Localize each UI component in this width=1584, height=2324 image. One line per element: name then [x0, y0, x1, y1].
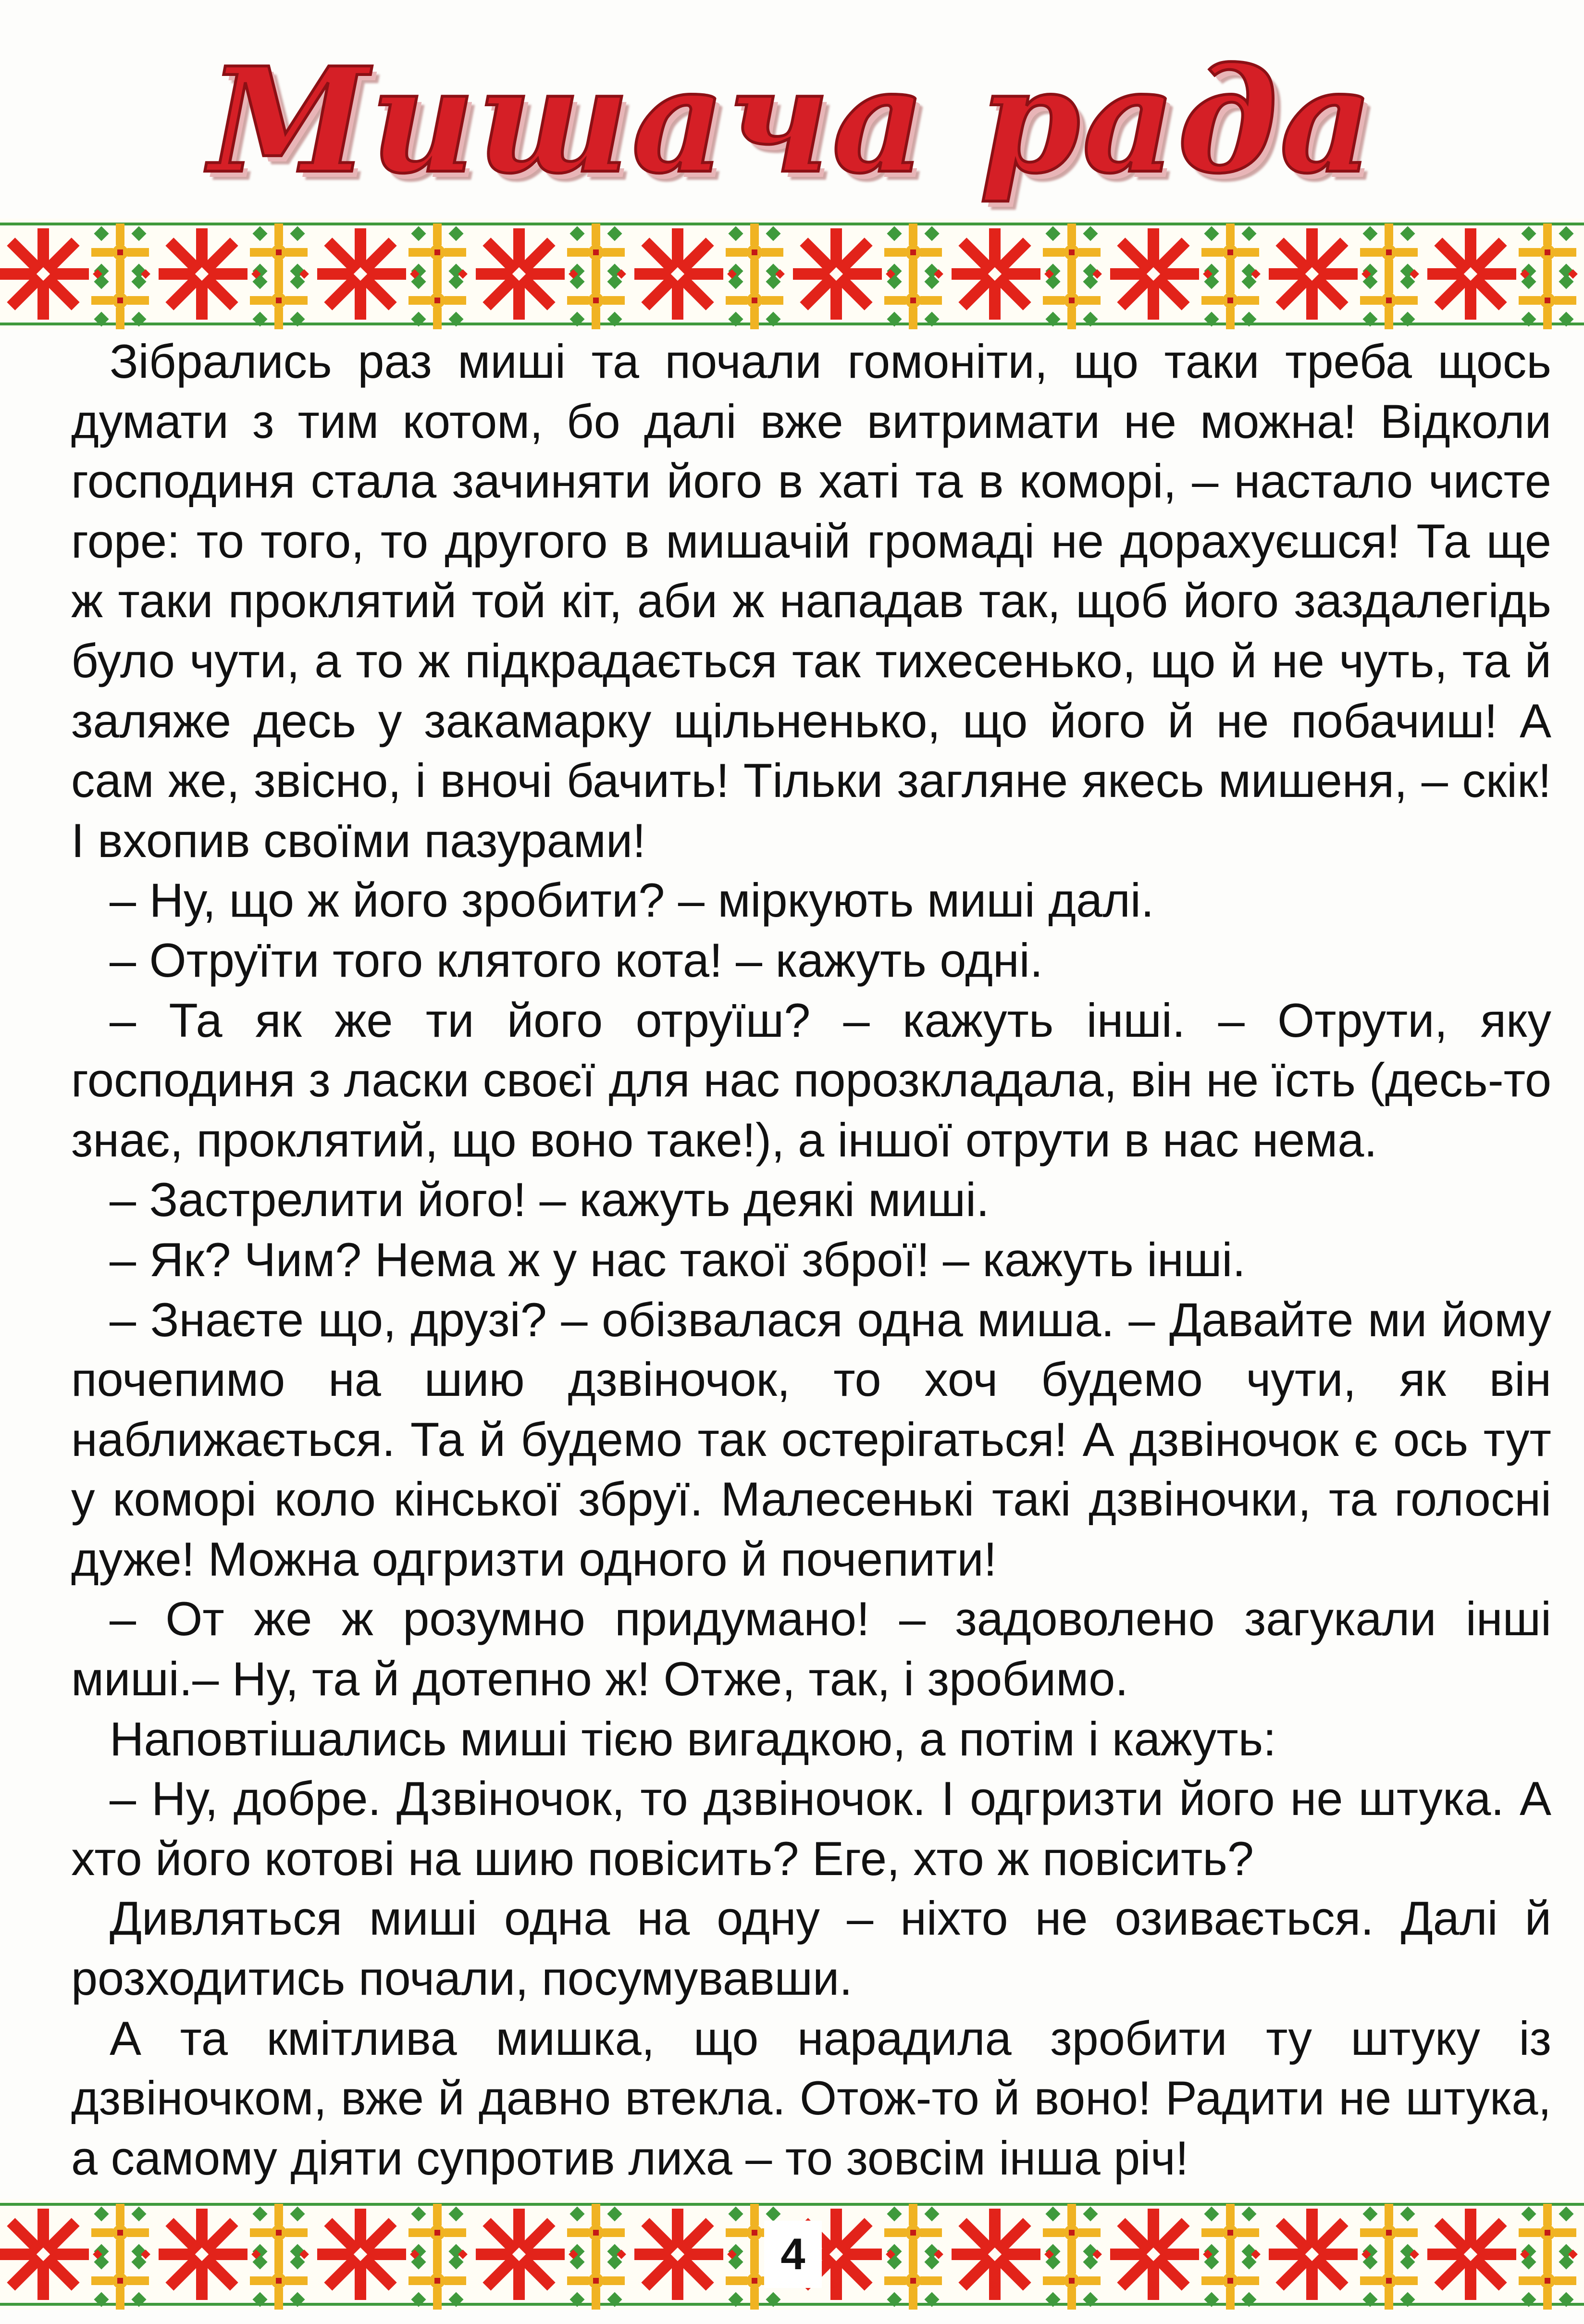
paragraph: – Ну, що ж його зробити? – міркують миші далі. [110, 873, 1154, 927]
page-number: 4 [764, 2221, 822, 2288]
top-ornament-band [0, 219, 1584, 329]
page-title [0, 19, 1584, 221]
paragraph: Дивляться миші одна на одну – ніхто не озивається. Далі й розходитись почали, посумувавши. [71, 1891, 1551, 2005]
embroidery-ornament-top [0, 219, 1584, 329]
title-text: Мишача рада [209, 35, 1375, 205]
paragraph: – От же ж розумно придумано! – задоволено загукали інші миші.– Ну, та й дотепно ж! Отже, так, і зробимо. [71, 1592, 1551, 1706]
paragraph: – Застрелити його! – кажуть деякі миші. [110, 1173, 990, 1227]
paragraph: – Та як же ти його отруїш? – кажуть інші. – Отрути, яку господиня з ласки своєї для нас порозкладала, він не їсть (десь-то знає, проклятий, що воно таке!), а іншої отрути в нас нема. [71, 993, 1551, 1167]
story-text [71, 332, 1551, 2188]
paragraph: Зібрались раз миші та почали гомоніти, що таки треба щось думати з тим котом, бо далі вже витримати не можна! Відколи господиня стала зачиняти його в хаті та в коморі, – настало чисте горе: то того, то другого в мишачій громаді не дорахуєшся! Та ще ж таки проклятий той кіт, аби ж нападав так, щоб його заздалегідь було чути, а то ж підкрадається так тихесенько, що й не чуть, та й заляже десь у закамарку щільненько, що його й не побачиш! А сам же, звісно, і вночі бачить! Тільки загляне якесь мишеня, – скік! І вхопив своїми пазурами! [71, 335, 1551, 867]
paragraph: Наповтішались миші тією вигадкою, а потім і кажуть: [110, 1712, 1276, 1765]
paragraph: А та кмітлива мишка, що нарадила зробити ту штуку із дзвіночком, вже й давно втекла. Отож-то й воно! Радити не штука, а самому діяти супротив лиха – то зовсім інша річ! [71, 2011, 1551, 2185]
paragraph: – Отруїти того клятого кота! – кажуть одні. [110, 933, 1043, 987]
paragraph: – Ну, добре. Дзвіночок, то дзвіночок. І одгризти його не штука. А хто його котові на шию повісить? Еге, хто ж повісить? [71, 1772, 1551, 1885]
paragraph: – Як? Чим? Нема ж у нас такої зброї! – кажуть інші. [110, 1232, 1246, 1286]
paragraph: – Знаєте що, друзі? – обізвалася одна миша. – Давайте ми йому почепимо на шию дзвіночок, то хоч будемо чути, як він наближається. Та й будемо так остерігаться! А дзвіночок є ось тут у коморі коло кінської збруї. Малесенькі такі дзвіночки, та голосні дуже! Можна одгризти одного й почепити! [71, 1292, 1551, 1586]
